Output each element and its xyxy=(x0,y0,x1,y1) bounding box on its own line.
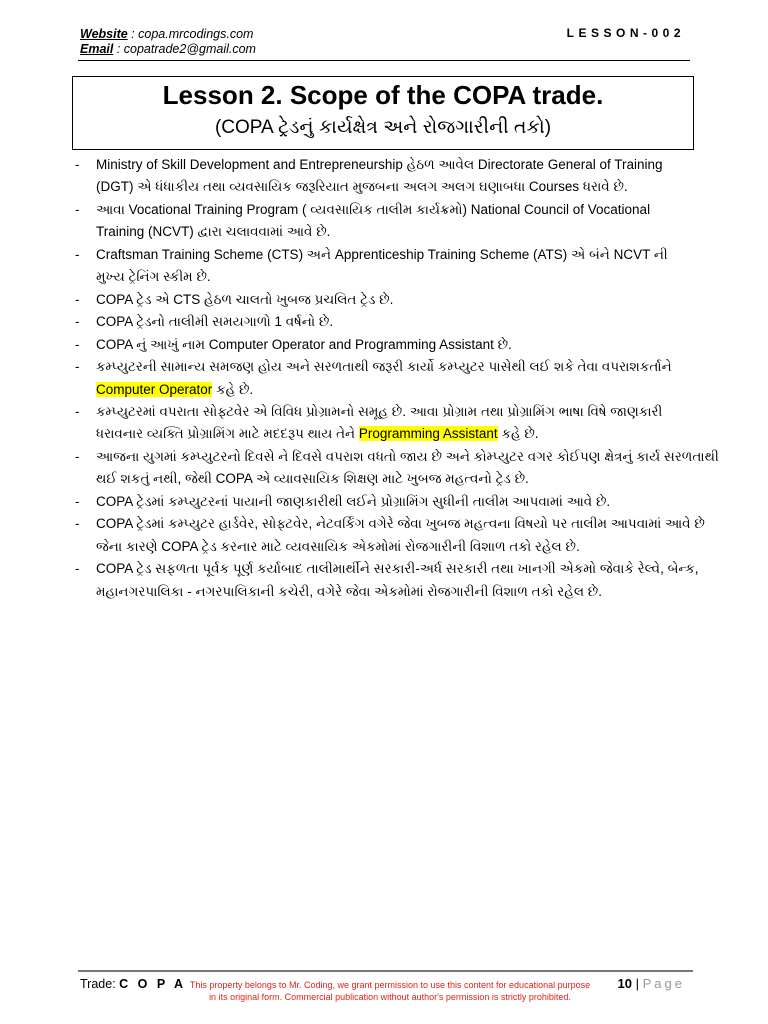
bullet-text-line xyxy=(96,471,529,487)
page-label: Page xyxy=(642,976,685,991)
text-segment: COPA ટ્રેડ સફળતા પૂર્વક પૂર્ણ કર્યાબાદ તાલીમાર્થીને સરકારી-અર્ધ સરકારી તથા ખાનગી એકમો જેવાકે રેલ્વે, બેન્ક, xyxy=(96,561,699,577)
website-url[interactable]: : copa.mrcodings.com xyxy=(127,27,254,41)
bullet-text-line xyxy=(96,292,393,308)
bullet-marker: - xyxy=(75,359,80,375)
bullet-text-line xyxy=(96,247,668,263)
bullet-marker: - xyxy=(75,336,80,352)
header-divider xyxy=(78,60,690,61)
bullet-text-line xyxy=(96,426,539,442)
text-segment: મુખ્ય ટ્રેનિંગ સ્કીમ છે. xyxy=(96,269,211,285)
bullet-text-line xyxy=(96,337,512,353)
bullet-marker: - xyxy=(75,201,80,217)
email-label: Email xyxy=(80,42,114,56)
text-segment: COPA ટ્રેડ એ CTS હેઠળ ચાલતો ખુબજ પ્રચલિત ટ્રેડ છે. xyxy=(96,291,394,307)
page-separator: | xyxy=(632,976,643,991)
text-segment: મહાનગરપાલિકા - નગરપાલિકાની કચેરી, વગેરે જેવા એકમોમાં રોજગારીની વિશાળ તકો રહેલ છે. xyxy=(96,583,602,599)
bullet-text-line xyxy=(96,404,662,420)
bullet-text-line xyxy=(96,494,610,510)
text-segment: આવા Vocational Training Program ( વ્યવસાયિક તાલીમ કાર્યક્રમો) National Council of Vocational xyxy=(96,201,651,217)
text-segment: COPA નું આખું નામ Computer Operator and Programming Assistant છે. xyxy=(96,336,512,352)
bullet-text-line xyxy=(96,157,663,173)
bullet-marker: - xyxy=(75,403,80,419)
email-address[interactable]: : copatrade2@gmail.com xyxy=(113,42,256,56)
bullet-marker: - xyxy=(75,493,80,509)
bullet-text-line xyxy=(96,561,698,577)
highlighted-term: Programming Assistant xyxy=(358,426,498,442)
website-label: Website xyxy=(80,27,128,41)
text-segment: COPA ટ્રેડમાં કમ્પ્યુટર હાર્ડવેર, સોફ્ટવેર, નેટવર્કિંગ વગેરે જેવા ખુબજ મહત્વના વિષયો પર તાલીમ આપવામાં આવે છે xyxy=(96,516,705,532)
text-segment: Craftsman Training Scheme (CTS) અને Apprenticeship Training Scheme (ATS) એ બંને NCVT ની xyxy=(96,246,668,262)
text-segment: (DGT) એ ધંધાકીય તથા વ્યવસાયિક જરૂરિયાત મુજબના અલગ અલગ ઘણાબધા Courses ધરાવે છે. xyxy=(96,179,628,195)
page-subtitle: (COPA ટ્રેડનું કાર્યક્ષેત્ર અને રોજગારીની તકો) xyxy=(214,117,552,138)
bullet-marker: - xyxy=(75,516,80,532)
text-segment: આજના યુગમાં કમ્પ્યુટરનો દિવસે ને દિવસે વપરાશ વધતો જાય છે અને કોમ્પ્યુટર વગર કોઈપણ ક્ષેત્રનું કાર્ય સરળતાથી xyxy=(96,448,719,464)
page-title: Lesson 2. Scope of the COPA trade. xyxy=(162,80,604,110)
text-segment: કમ્પ્યુટરની સામાન્ય સમજણ હોય અને સરળતાથી જરૂરી કાર્યો કમ્પ્યુટર પાસેથી લઈ શકે તેવા વપરાશકર્તાને xyxy=(96,359,672,375)
page-number xyxy=(618,976,685,991)
bullet-text-line xyxy=(96,584,602,600)
text-segment: ધરાવનાર વ્યક્તિ પ્રોગ્રામિંગ માટે મદદરૂપ થાય તેને xyxy=(96,426,359,442)
bullet-marker: - xyxy=(75,561,80,577)
text-segment: COPA ટ્રેડમાં કમ્પ્યુટરનાં પાયાની જાણકારીથી લઈને પ્રોગ્રામિંગ સુધીની તાલીમ આપવામાં આવે છે. xyxy=(96,493,611,509)
website-line xyxy=(80,27,253,41)
copyright-notice xyxy=(170,979,610,1003)
text-segment: COPA ટ્રેડનો તાલીમી સમયગાળો 1 વર્ષનો છે. xyxy=(96,314,334,330)
text-segment: કમ્પ્યુટરમાં વપરાતા સોફ્ટવેર એ વિવિધ પ્રોગ્રામનો સમૂહ છે. આવા પ્રોગ્રામ તથા પ્રોગ્રામિંગ ભાષા વિષે જાણકારી xyxy=(96,403,663,419)
trade-label: Trade: xyxy=(80,977,120,991)
bullet-text-line xyxy=(96,269,211,285)
bullet-marker: - xyxy=(75,157,80,172)
bullet-text-line xyxy=(96,539,580,555)
title-box xyxy=(72,76,694,150)
notice-line-1: This property belongs to Mr. Coding, we grant permission to use this content for educational purpose xyxy=(189,980,591,990)
highlighted-term: Computer Operator xyxy=(96,381,213,397)
bullet-text-line xyxy=(96,359,672,375)
text-segment: થઈ શકતું નથી, જેથી COPA એ વ્યાવસાયિક શિક્ષણ માટે ખુબજ મહત્વનો ટ્રેડ છે. xyxy=(96,471,529,487)
lesson-number: LESSON-002 xyxy=(566,26,685,40)
bullet-text-line xyxy=(96,314,333,330)
bullet-marker: - xyxy=(75,291,80,307)
bullet-text-line xyxy=(96,449,719,465)
bullet-text-line xyxy=(96,224,330,240)
notice-line-2: in its original form. Commercial publication without author's permission is strictly prohibited. xyxy=(209,992,571,1002)
footer-divider xyxy=(78,970,693,972)
bullet-text-line xyxy=(96,516,705,532)
text-segment: કહે છે. xyxy=(212,381,254,397)
text-segment: Ministry of Skill Development and Entrepreneurship હેઠળ આવેલ Directorate General of Training xyxy=(96,157,663,172)
email-line xyxy=(80,42,256,56)
bullet-marker: - xyxy=(75,246,80,262)
bullet-marker: - xyxy=(75,448,80,464)
page-number-value: 10 xyxy=(617,976,633,991)
bullet-text-line xyxy=(96,179,628,195)
trade-value: C O P A xyxy=(119,977,186,991)
text-segment: જેના કારણે COPA ટ્રેડ કરનાર માટે વ્યવસાયિક એકમોમાં રોજગારીની વિશાળ તકો રહેલ છે. xyxy=(96,538,580,554)
text-segment: કહે છે. xyxy=(497,426,539,442)
bullet-text-line xyxy=(96,202,650,218)
bullet-marker: - xyxy=(75,314,80,330)
text-segment: Training (NCVT) દ્વારા ચલાવવામાં આવે છે. xyxy=(96,224,331,240)
bullet-text-line xyxy=(96,382,253,398)
